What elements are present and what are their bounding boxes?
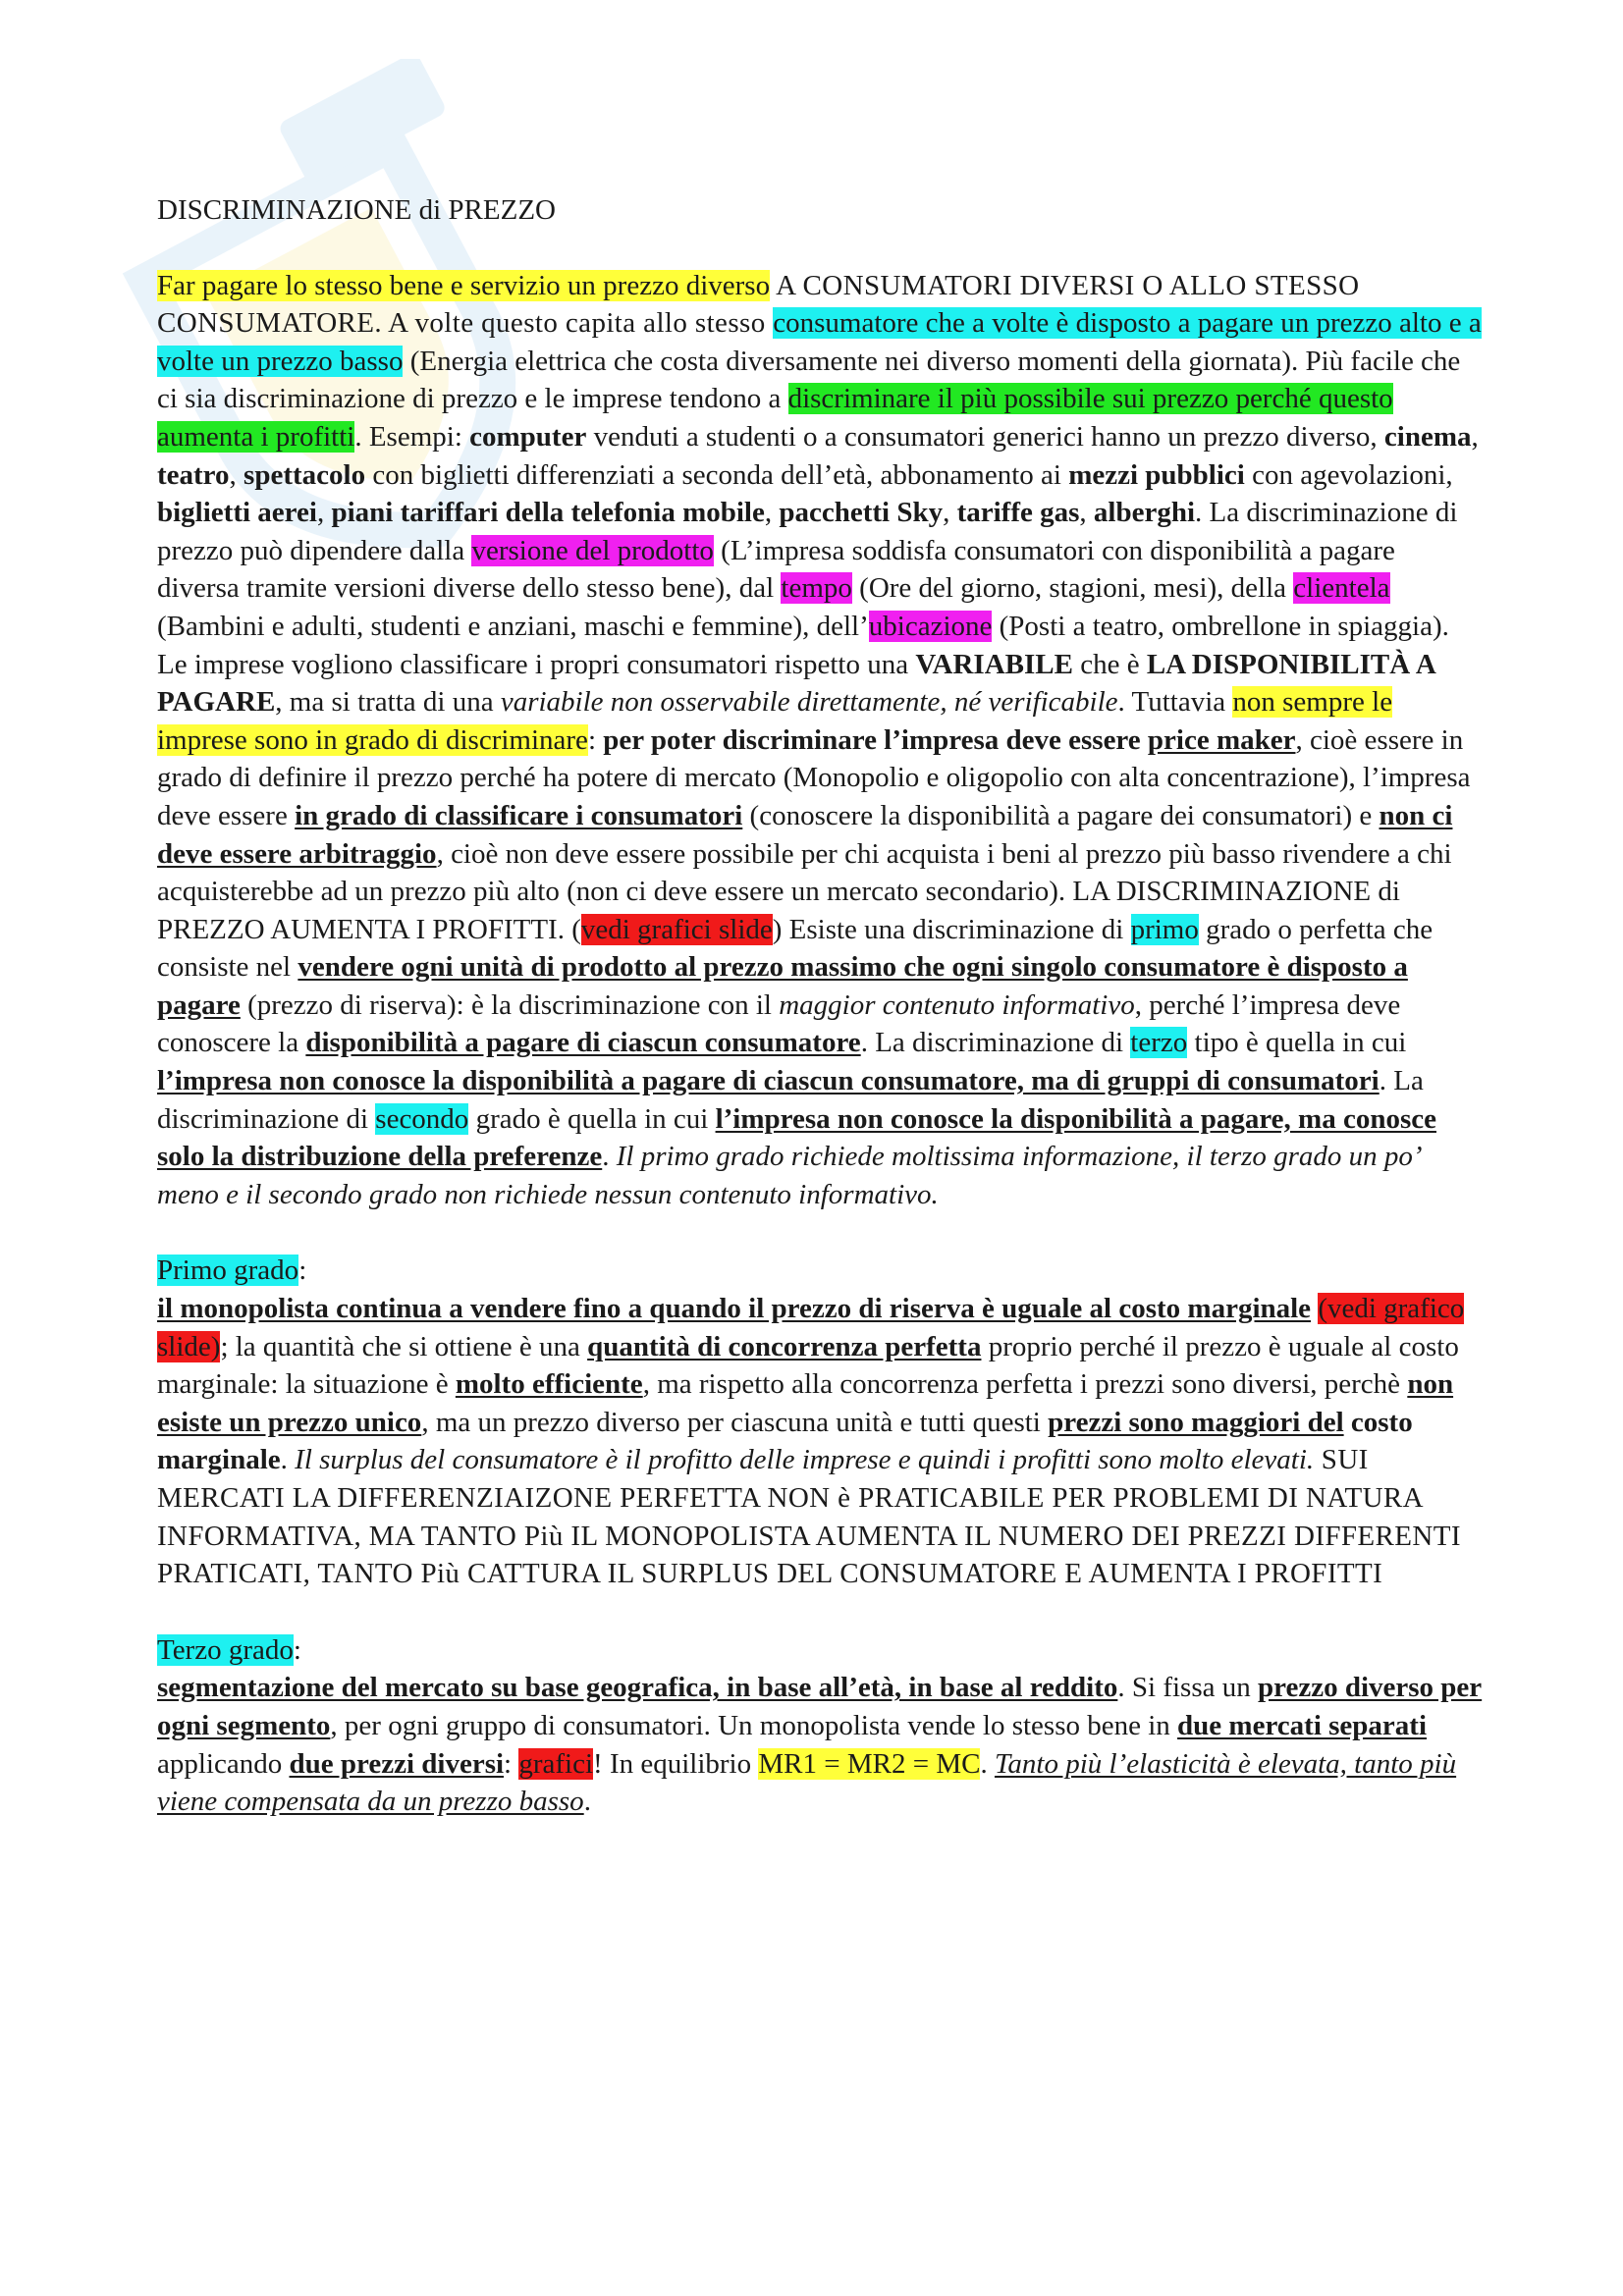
highlight-text: tempo <box>781 572 852 605</box>
text-run: . Si fissa un <box>1117 1672 1258 1704</box>
bold-text: tariffe gas <box>956 497 1080 529</box>
highlight-text: Terzo grado <box>157 1633 294 1666</box>
text-run: , <box>1471 420 1479 453</box>
text-run: grado è quella in cui <box>468 1102 716 1135</box>
bold-underlined-text: prezzo diverso per ogni segmento <box>157 1672 1483 1741</box>
text-run: . La discriminazione di <box>860 1027 1131 1059</box>
bold-underlined-text: due mercati separati <box>1177 1709 1428 1741</box>
text-run: , <box>229 458 244 491</box>
text-run: , ma un prezzo diverso per ciascuna unità e tutti questi <box>421 1406 1049 1438</box>
text-run: , <box>316 497 332 529</box>
bold-text: spettacolo <box>243 458 366 491</box>
highlight-text: vedi grafici slide <box>580 913 773 945</box>
text-run: (Energia elettrica che costa diversamente nei diverso momenti della giornata). Più facile che ci sia discriminazione di prezzo e le imprese tendono a <box>157 345 1461 415</box>
text-run: , cioè non deve essere possibile per chi acquista i beni al prezzo più basso rivendere a chi acquisterebbe ad un prezzo più alto (non ci deve essere un mercato secondario). LA DISCRIMINAZIONE di PREZZO AUMENTA I PROFITTI. ( <box>157 837 1452 945</box>
terzo-grado-heading <box>157 1631 1483 1670</box>
italic-underlined-text: Tanto più l’elasticità è elevata, tanto più viene compensata da un prezzo basso <box>157 1747 1457 1818</box>
text-run: SUI MERCATI LA DIFFERENZIAIZONE PERFETTA NON è PRATICABILE PER PROBLEMI DI NATURA INFORMATIVA, MA TANTO Più IL MONOPOLISTA AUMENTA IL NUMERO DEI PREZZI DIFFERENTI PRATICATI, TANTO Più CATTURA IL SURPLUS DEL CONSUMATORE E AUMENTA I PROFITTI <box>157 1444 1461 1590</box>
text-run: , perché l’impresa deve conoscere la <box>157 988 1401 1059</box>
text-run: . Tuttavia <box>1117 686 1233 719</box>
bold-text: computer <box>469 420 587 453</box>
highlight-text: consumatore che a volte è disposto a pagare un prezzo alto e a volte un prezzo basso <box>157 307 1482 377</box>
text-run: tipo è quella in cui <box>1187 1027 1407 1059</box>
text-run: applicando <box>157 1747 290 1780</box>
text-run: ) Esiste una discriminazione di <box>772 913 1131 945</box>
text-run: con biglietti differenziati a seconda dell’età, abbonamento ai <box>365 458 1069 491</box>
bold-underlined-text: quantità di concorrenza perfetta <box>587 1330 982 1362</box>
bold-underlined-text: molto efficiente <box>455 1368 643 1401</box>
bold-text: pacchetti Sky <box>779 497 944 529</box>
terzo-grado-paragraph <box>157 1669 1483 1820</box>
bold-text: cinema <box>1383 420 1472 453</box>
italic-text: Il primo grado richiede moltissima informazione, il terzo grado un po’ meno e il secondo grado non richiede nessun contenuto informativo. <box>157 1141 1420 1210</box>
text-run: . Esempi: <box>354 420 470 453</box>
highlight-text: secondo <box>375 1102 469 1135</box>
italic-text: variabile non osservabile direttamente, né verificabile <box>500 686 1118 719</box>
text-run: A CONSUMATORI DIVERSI O ALLO STESSO CONSUMATORE. A volte questo capita allo stesso <box>157 269 1360 340</box>
highlight-text: Primo grado <box>157 1255 299 1287</box>
highlight-text: grafici <box>518 1747 594 1780</box>
highlight-text: primo <box>1130 913 1199 945</box>
intro-paragraph <box>157 267 1483 1214</box>
bold-text: mezzi pubblici <box>1068 458 1245 491</box>
highlight-text: MR1 = MR2 = MC <box>758 1747 981 1780</box>
bold-underlined-text: due prezzi diversi <box>289 1747 505 1780</box>
italic-text: maggior contenuto informativo <box>779 988 1135 1021</box>
bold-text: alberghi <box>1093 497 1196 529</box>
bold-underlined-text: non esiste un prezzo unico <box>157 1368 1454 1438</box>
text-run: . <box>602 1141 617 1173</box>
text-run: , ma rispetto alla concorrenza perfetta i prezzi sono diversi, perchè <box>642 1368 1408 1401</box>
bold-underlined-text: il monopolista continua a vendere fino a quando il prezzo di riserva è uguale al costo marginale <box>157 1293 1312 1325</box>
highlight-text: versione del prodotto <box>471 534 714 566</box>
highlight-text: non sempre le imprese sono in grado di discriminare <box>157 686 1393 756</box>
bold-text: LA DISPONIBILITÀ A PAGARE <box>157 648 1435 719</box>
highlight-text: terzo <box>1130 1027 1188 1059</box>
text-run: (conoscere la disponibilità a pagare dei consumatori) e <box>742 799 1380 831</box>
text-run: , <box>943 497 957 529</box>
text-run: : <box>293 1633 301 1666</box>
bold-text: teatro <box>157 458 230 491</box>
text-run: proprio perché il prezzo è uguale al costo marginale: la situazione è <box>157 1330 1459 1401</box>
text-run: : <box>504 1747 519 1780</box>
text-run: (prezzo di riserva): è la discriminazione con il <box>240 988 780 1021</box>
highlight-text: discriminare il più possibile sui prezzo perché questo aumenta i profitti <box>157 383 1393 453</box>
text-run: , <box>764 497 780 529</box>
text-run: con agevolazioni, <box>1244 458 1453 491</box>
text-run: (Bambini e adulti, studenti e anziani, maschi e femmine), dell’ <box>157 610 869 642</box>
highlight-text: ubicazione <box>868 610 993 642</box>
highlight-text: (vedi grafico slide) <box>157 1293 1465 1362</box>
primo-grado-paragraph <box>157 1290 1483 1593</box>
document-title: DISCRIMINAZIONE di PREZZO <box>157 194 556 226</box>
bold-underlined-text: l’impresa non conosce la disponibilità a pagare, ma conosce solo la distribuzione della preferenze <box>157 1102 1436 1173</box>
text-run: (Ore del giorno, stagioni, mesi), della <box>851 572 1294 605</box>
bold-underlined-text: in grado di classificare i consumatori <box>295 799 743 831</box>
text-run: ! In equilibrio <box>593 1747 759 1780</box>
bold-text: biglietti aerei <box>157 497 317 529</box>
text-run: : <box>298 1255 307 1287</box>
highlight-text: clientela <box>1293 572 1390 605</box>
bold-underlined-text: segmentazione del mercato su base geografica, in base all’età, in base al reddito <box>157 1672 1118 1704</box>
bold-underlined-text: l’impresa non conosce la disponibilità a pagare di ciascun consumatore, ma di gruppi di consumatori <box>157 1065 1380 1097</box>
text-run: , cioè essere in grado di definire il prezzo perché ha potere di mercato (Monopolio e oligopolio con alta concentrazione), l’impresa deve essere <box>157 723 1471 831</box>
text-run: , <box>1079 497 1094 529</box>
text-run: . <box>980 1747 995 1780</box>
document-body <box>157 191 1483 1821</box>
bold-text: costo marginale <box>157 1406 1413 1476</box>
bold-underlined-text: vendere ogni unità di prodotto al prezzo massimo che ogni singolo consumatore è disposto a pagare <box>157 951 1408 1021</box>
text-run: . La discriminazione di <box>157 1065 1424 1135</box>
highlight-text: Far pagare lo stesso bene e servizio un prezzo diverso <box>157 269 771 301</box>
bold-underlined-text: prezzi sono maggiori del <box>1048 1406 1344 1438</box>
text-run: venduti a studenti o a consumatori generici hanno un prezzo diverso, <box>586 420 1384 453</box>
text-run: , per ogni gruppo di consumatori. Un monopolista vende lo stesso bene in <box>330 1709 1178 1741</box>
bold-text: piani tariffari della telefonia mobile <box>331 497 765 529</box>
bold-text: VARIABILE <box>915 648 1073 680</box>
text-run: grado o perfetta che consiste nel <box>157 913 1434 984</box>
italic-text: Il surplus del consumatore è il profitto delle imprese e quindi i profitti sono molto elevati. <box>295 1444 1315 1476</box>
bold-underlined-text: non ci deve essere arbitraggio <box>157 799 1453 870</box>
text-run: (Posti a teatro, ombrellone in spiaggia). Le imprese vogliono classificare i propri consumatori rispetto una <box>157 610 1449 680</box>
text-run: . <box>280 1444 296 1476</box>
text-run: ; la quantità che si ottiene è una <box>220 1330 588 1362</box>
bold-underlined-text: price maker <box>1147 723 1296 756</box>
text-run: che è <box>1072 648 1147 680</box>
text-run: . La discriminazione di prezzo può dipendere dalla <box>157 497 1458 566</box>
text-run: . <box>583 1786 591 1818</box>
primo-grado-heading <box>157 1252 1483 1290</box>
text-run: (L’impresa soddisfa consumatori con disponibilità a pagare diversa tramite versioni diverse dello stesso bene), dal <box>157 534 1395 605</box>
text-run: : <box>587 723 604 756</box>
bold-underlined-text: disponibilità a pagare di ciascun consumatore <box>305 1027 861 1059</box>
bold-text: per poter discriminare l’impresa deve essere <box>603 723 1148 756</box>
text-run: , ma si tratta di una <box>275 686 501 719</box>
